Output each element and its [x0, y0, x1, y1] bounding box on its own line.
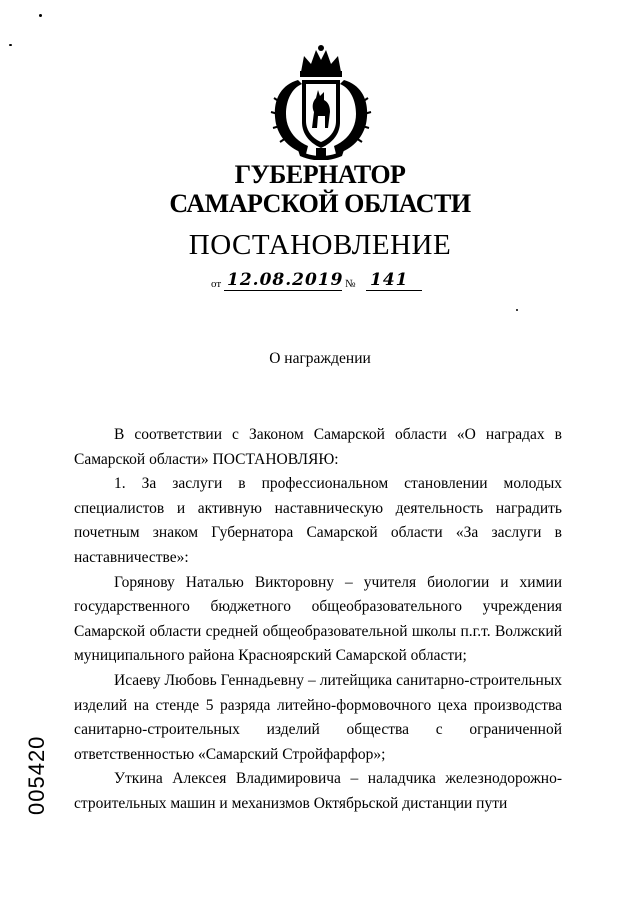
- date-label: от: [211, 278, 222, 290]
- document-subject: О награждении: [269, 350, 371, 367]
- governor-title: ГУБЕРНАТОР: [234, 160, 406, 189]
- document-number: 141: [370, 270, 409, 290]
- document-body: [74, 423, 562, 817]
- date-underline: [224, 290, 342, 291]
- document-type: ПОСТАНОВЛЕНИЕ: [188, 229, 452, 261]
- region-title: САМАРСКОЙ ОБЛАСТИ: [169, 189, 471, 218]
- registration-line: [211, 272, 431, 294]
- body-paragraph: Горянову Наталью Викторовну – учителя биологии и химии государственного бюджетного общеобразовательного учреждения Самарской области средней общеобразовательной школы п.г.т. Волжский муниципального района Красноярский Самарской области;: [74, 573, 562, 665]
- samara-coat-of-arms-icon: [268, 42, 374, 160]
- scan-speck: [9, 44, 12, 46]
- body-paragraph: Исаеву Любовь Геннадьевну – литейщика санитарно-строительных изделий на стенде 5 разряда литейно-формовочного цеха производства санитарно-строительных изделий общества с ограниченной ответственностью «Самарский Стройфарфор»;: [74, 671, 562, 763]
- body-paragraph: 1. За заслуги в профессиональном становлении молодых специалистов и активную наставническую деятельность наградить почетным знаком Губернатора Самарской области «За заслуги в наставничестве»:: [74, 475, 562, 566]
- number-label: №: [345, 278, 356, 290]
- side-registration-code: 005420: [24, 735, 49, 815]
- body-paragraph: В соответствии с Законом Самарской области «О наградах в Самарской области» ПОСТАНОВЛЯЮ:: [74, 426, 562, 468]
- scan-speck: [39, 14, 42, 17]
- scan-speck: [516, 309, 518, 311]
- document-date: 12.08.2019: [227, 270, 344, 290]
- body-paragraph: Уткина Алексея Владимировича – наладчика железнодорожно-строительных машин и механизмов Октябрьской дистанции пути: [74, 770, 562, 812]
- number-underline: [366, 290, 422, 291]
